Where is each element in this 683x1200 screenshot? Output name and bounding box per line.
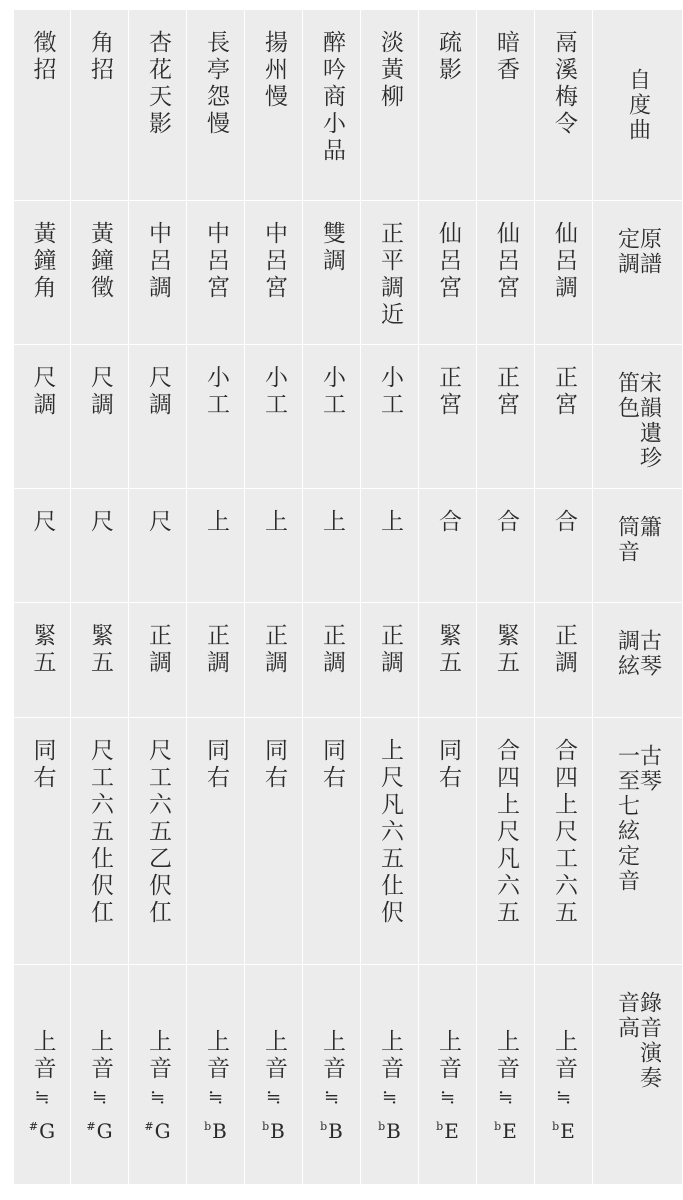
recording-pitch-cell <box>129 965 186 1184</box>
original-mode-cell <box>361 201 418 344</box>
pitch-note <box>28 1118 56 1143</box>
pitch-syllable: 上音 <box>435 1028 461 1083</box>
qin-string-notes-cell <box>303 718 360 964</box>
qin-string-notes-text: 同右 <box>261 738 287 792</box>
note-letter: G <box>154 1118 171 1143</box>
accidental-sign: b <box>378 1119 386 1133</box>
qin-tuning-cell <box>245 603 302 717</box>
qin-string-notes-text: 同右 <box>29 738 56 792</box>
pitch-syllable: 上音 <box>551 1028 577 1083</box>
approx-equal-sign: ≒ <box>34 1086 50 1108</box>
accidental-sign: # <box>28 1119 39 1133</box>
xiao-base-note-cell <box>303 489 360 602</box>
qin-string-notes-text: 同右 <box>319 738 345 792</box>
pitch-syllable: 上音 <box>319 1028 345 1083</box>
song-title-cell <box>477 10 534 200</box>
original-mode-cell <box>303 201 360 344</box>
original-mode-cell <box>245 201 302 344</box>
xiao-base-note-text: 尺 <box>145 509 171 536</box>
flute-key-cell <box>361 345 418 488</box>
pitch-note <box>262 1118 285 1143</box>
qin-tuning-cell <box>477 603 534 717</box>
xiao-base-note-cell <box>477 489 534 602</box>
recording-pitch-cell <box>14 965 70 1184</box>
xiao-base-note-text: 上 <box>203 509 229 536</box>
pitch-note <box>320 1118 343 1143</box>
accidental-sign: b <box>494 1119 502 1133</box>
qin-string-notes-text: 合四上尺工六五 <box>551 738 577 927</box>
original-mode-cell <box>419 201 476 344</box>
song-title-cell <box>14 10 70 200</box>
row-header-text: 宋韻遺珍 笛色 <box>614 371 662 471</box>
qin-string-notes-cell <box>361 718 418 964</box>
pitch-syllable: 上音 <box>145 1028 171 1083</box>
qin-string-notes-cell <box>419 718 476 964</box>
qin-tuning-cell <box>361 603 418 717</box>
flute-key-text: 小工 <box>319 365 345 419</box>
pitch-note <box>552 1118 575 1143</box>
flute-key-cell <box>14 345 70 488</box>
pitch-note <box>494 1118 517 1143</box>
original-mode-text: 中呂調 <box>145 221 171 302</box>
note-letter: E <box>502 1118 517 1143</box>
flute-key-cell <box>303 345 360 488</box>
row-header-text: 簫 筒音 <box>614 515 662 565</box>
recording-pitch-cell <box>419 965 476 1184</box>
song-title-cell <box>361 10 418 200</box>
qin-string-notes-text: 上尺凡六五仩伬 <box>377 738 403 927</box>
flute-key-cell <box>129 345 186 488</box>
approx-equal-sign: ≒ <box>555 1086 572 1108</box>
flute-key-text: 尺調 <box>29 365 56 419</box>
pitch-note <box>86 1118 113 1143</box>
row-header-text: 錄音演奏 音高 <box>614 991 662 1091</box>
flute-key-text: 正宮 <box>551 365 577 419</box>
xiao-base-note-text: 上 <box>377 509 403 536</box>
recording-pitch-cell <box>477 965 534 1184</box>
song-title-text: 杏花天影 <box>145 30 171 138</box>
xiao-base-note-cell <box>71 489 128 602</box>
approx-equal-sign: ≒ <box>439 1086 456 1108</box>
pitch-syllable: 上音 <box>203 1028 229 1083</box>
pitch-note <box>436 1118 459 1143</box>
song-title-text: 揚州慢 <box>261 30 287 111</box>
row-header <box>593 965 682 1184</box>
qin-tuning-text: 正調 <box>203 623 229 677</box>
pitch-syllable: 上音 <box>493 1028 519 1083</box>
accidental-sign: # <box>144 1119 154 1133</box>
song-title-text: 淡黃柳 <box>377 30 403 111</box>
table-title <box>593 10 682 200</box>
pitch-syllable: 上音 <box>87 1028 113 1083</box>
flute-key-text: 正宮 <box>493 365 519 419</box>
qin-tuning-text: 緊五 <box>87 623 113 677</box>
original-mode-cell <box>129 201 186 344</box>
recording-pitch-cell <box>361 965 418 1184</box>
row-header-text: 原譜 定調 <box>614 227 662 277</box>
recording-pitch-cell <box>245 965 302 1184</box>
approx-equal-sign: ≒ <box>265 1086 282 1108</box>
recording-pitch-cell <box>303 965 360 1184</box>
original-mode-cell <box>187 201 244 344</box>
accidental-sign: b <box>262 1119 270 1133</box>
pitch-syllable: 上音 <box>377 1028 403 1083</box>
flute-key-text: 小工 <box>203 365 229 419</box>
note-letter: E <box>560 1118 575 1143</box>
qin-tuning-text: 緊五 <box>29 623 56 677</box>
original-mode-cell <box>71 201 128 344</box>
approx-equal-sign: ≒ <box>497 1086 514 1108</box>
flute-key-text: 小工 <box>377 365 403 419</box>
accidental-sign: b <box>204 1119 212 1133</box>
song-title-cell <box>303 10 360 200</box>
row-header <box>593 345 682 488</box>
song-title-cell <box>71 10 128 200</box>
accidental-sign: b <box>436 1119 444 1133</box>
xiao-base-note-text: 尺 <box>87 509 113 536</box>
xiao-base-note-text: 尺 <box>29 509 56 536</box>
qin-tuning-cell <box>129 603 186 717</box>
qin-string-notes-cell <box>129 718 186 964</box>
flute-key-cell <box>477 345 534 488</box>
qin-tuning-text: 緊五 <box>435 623 461 677</box>
xiao-base-note-text: 上 <box>261 509 287 536</box>
song-title-cell <box>245 10 302 200</box>
qin-tuning-text: 正調 <box>145 623 171 677</box>
accidental-sign: b <box>552 1119 560 1133</box>
qin-string-notes-cell <box>71 718 128 964</box>
qin-tuning-cell <box>303 603 360 717</box>
original-mode-text: 仙呂調 <box>551 221 577 302</box>
flute-key-cell <box>419 345 476 488</box>
original-mode-cell <box>477 201 534 344</box>
original-mode-text: 黃鐘角 <box>29 221 56 302</box>
xiao-base-note-cell <box>245 489 302 602</box>
original-mode-cell <box>535 201 592 344</box>
note-letter: E <box>444 1118 459 1143</box>
approx-equal-sign: ≒ <box>323 1086 340 1108</box>
xiao-base-note-text: 上 <box>319 509 345 536</box>
song-title-cell <box>187 10 244 200</box>
qin-string-notes-text: 同右 <box>203 738 229 792</box>
qin-tuning-cell <box>71 603 128 717</box>
song-title-text: 徵招 <box>29 30 56 84</box>
song-title-cell <box>129 10 186 200</box>
qin-string-notes-text: 尺工六五仩伬仜 <box>87 738 113 927</box>
song-title-text: 長亭怨慢 <box>203 30 229 138</box>
tuning-table <box>14 10 672 1178</box>
recording-pitch-cell <box>187 965 244 1184</box>
song-title-text: 角招 <box>87 30 113 84</box>
pitch-syllable: 上音 <box>261 1028 287 1083</box>
song-title-text: 鬲溪梅令 <box>551 30 577 138</box>
song-title-text: 醉吟商小品 <box>319 30 345 165</box>
row-header <box>593 603 682 717</box>
original-mode-text: 黃鐘徵 <box>87 221 113 302</box>
flute-key-cell <box>71 345 128 488</box>
flute-key-text: 尺調 <box>145 365 171 419</box>
note-letter: B <box>328 1118 343 1143</box>
flute-key-cell <box>187 345 244 488</box>
xiao-base-note-text: 合 <box>551 509 577 536</box>
original-mode-text: 仙呂宮 <box>435 221 461 302</box>
note-letter: G <box>39 1118 56 1143</box>
xiao-base-note-cell <box>129 489 186 602</box>
xiao-base-note-cell <box>187 489 244 602</box>
original-mode-text: 雙調 <box>319 221 345 275</box>
qin-tuning-text: 緊五 <box>493 623 519 677</box>
qin-string-notes-cell <box>187 718 244 964</box>
song-title-text: 疏影 <box>435 30 461 84</box>
xiao-base-note-cell <box>419 489 476 602</box>
original-mode-text: 中呂宮 <box>203 221 229 302</box>
flute-key-cell <box>245 345 302 488</box>
qin-string-notes-text: 尺工六五乙伬仜 <box>145 738 171 927</box>
xiao-base-note-text: 合 <box>493 509 519 536</box>
recording-pitch-cell <box>535 965 592 1184</box>
song-title-text: 暗香 <box>493 30 519 84</box>
original-mode-text: 正平調近 <box>377 221 403 329</box>
qin-tuning-text: 正調 <box>319 623 345 677</box>
row-header <box>593 718 682 964</box>
accidental-sign: # <box>86 1119 96 1133</box>
pitch-note <box>378 1118 401 1143</box>
xiao-base-note-cell <box>14 489 70 602</box>
original-mode-text: 仙呂宮 <box>493 221 519 302</box>
approx-equal-sign: ≒ <box>381 1086 398 1108</box>
table-title-text: 自度曲 <box>625 68 651 143</box>
qin-tuning-text: 正調 <box>377 623 403 677</box>
song-title-cell <box>535 10 592 200</box>
note-letter: B <box>386 1118 401 1143</box>
qin-string-notes-cell <box>477 718 534 964</box>
xiao-base-note-text: 合 <box>435 509 461 536</box>
recording-pitch-cell <box>71 965 128 1184</box>
note-letter: B <box>212 1118 227 1143</box>
flute-key-cell <box>535 345 592 488</box>
pitch-syllable: 上音 <box>29 1028 56 1083</box>
approx-equal-sign: ≒ <box>149 1086 166 1108</box>
qin-tuning-text: 正調 <box>261 623 287 677</box>
flute-key-text: 小工 <box>261 365 287 419</box>
row-header <box>593 201 682 344</box>
flute-key-text: 正宮 <box>435 365 461 419</box>
accidental-sign: b <box>320 1119 328 1133</box>
note-letter: B <box>270 1118 285 1143</box>
xiao-base-note-cell <box>535 489 592 602</box>
approx-equal-sign: ≒ <box>91 1086 108 1108</box>
row-header-text: 古琴 一至七絃定音 <box>614 744 662 894</box>
approx-equal-sign: ≒ <box>207 1086 224 1108</box>
row-header-text: 古琴 調絃 <box>614 629 662 679</box>
pitch-note <box>144 1118 171 1143</box>
qin-tuning-cell <box>187 603 244 717</box>
qin-string-notes-cell <box>245 718 302 964</box>
original-mode-text: 中呂宮 <box>261 221 287 302</box>
song-title-cell <box>419 10 476 200</box>
row-header <box>593 489 682 602</box>
original-mode-cell <box>14 201 70 344</box>
qin-string-notes-text: 合四上尺凡六五 <box>493 738 519 927</box>
qin-tuning-text: 正調 <box>551 623 577 677</box>
pitch-note <box>204 1118 227 1143</box>
qin-tuning-cell <box>14 603 70 717</box>
qin-string-notes-cell <box>14 718 70 964</box>
xiao-base-note-cell <box>361 489 418 602</box>
qin-string-notes-cell <box>535 718 592 964</box>
qin-tuning-cell <box>535 603 592 717</box>
flute-key-text: 尺調 <box>87 365 113 419</box>
qin-tuning-cell <box>419 603 476 717</box>
qin-string-notes-text: 同右 <box>435 738 461 792</box>
note-letter: G <box>96 1118 113 1143</box>
